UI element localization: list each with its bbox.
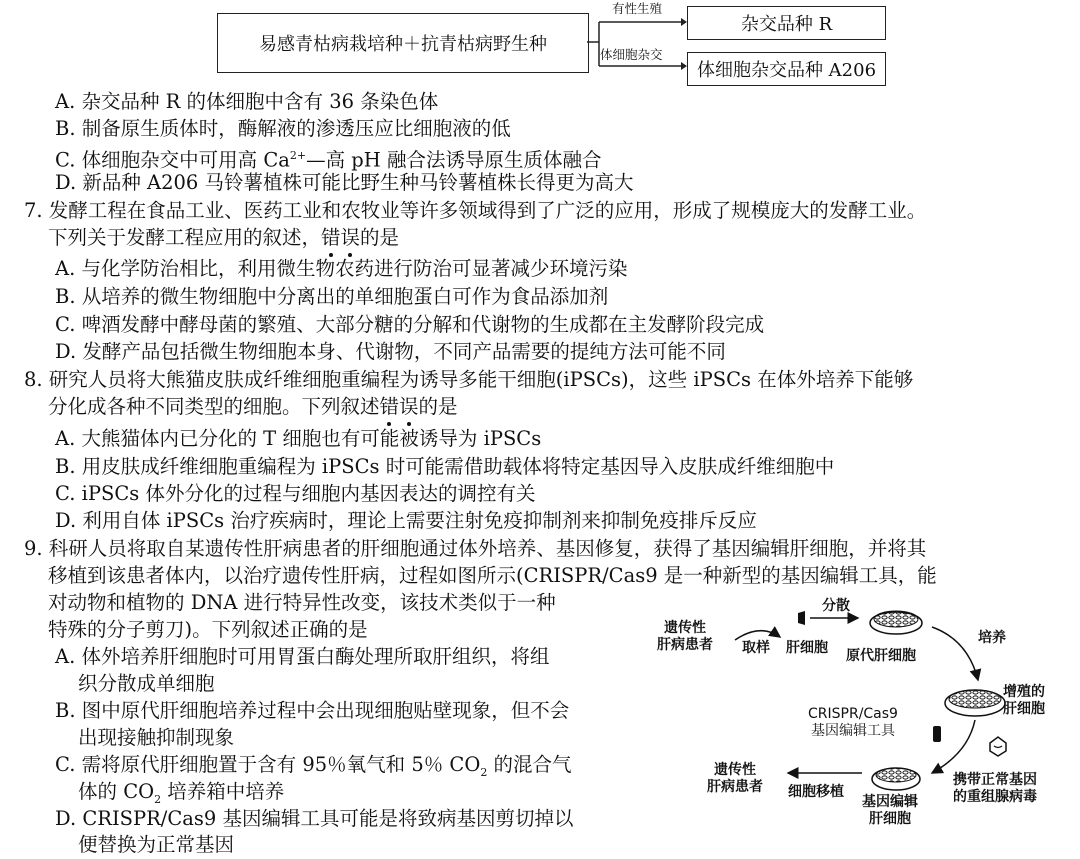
q8-stem-line2: 分化成各种不同类型的细胞。下列叙述错误的是	[48, 395, 458, 418]
q8-option-b: B. 用皮肤成纤维细胞重编程为 iPSCs 时可能需借助载体将特定基因导入皮肤成纤维细胞中	[55, 455, 835, 478]
emphasis-char: 错	[321, 226, 341, 249]
arrow-sampling	[735, 631, 780, 640]
arrow-culture	[932, 627, 978, 680]
source-box-text: 易感青枯病栽培种＋抗青枯病野生种	[259, 34, 547, 55]
target-box-r-text: 杂交品种 R	[740, 14, 833, 35]
label-edited: 基因编辑 肝细胞	[862, 794, 918, 827]
target-box-a206	[687, 52, 886, 86]
label-liver-cell: 肝细胞	[786, 640, 828, 656]
q6-option-c: C. 体细胞杂交中可用高 $Ca^{2+}—$高 pH 融合法诱导原生质体融合	[55, 148, 602, 172]
q9-stem-line3: 对动物和植物的 DNA 进行特异性改变，该技术类似于一种	[48, 591, 556, 614]
q9-option-b-line2: 出现接触抑制现象	[78, 726, 235, 749]
q9-option-a-line2: 织分散成单细胞	[78, 672, 215, 695]
q7-stem-line2: 下列关于发酵工程应用的叙述，错误的是	[48, 226, 400, 249]
label-patient-top: 遗传性 肝病患者	[657, 620, 713, 653]
q9-stem-line1: 9. 科研人员将取自某遗传性肝病患者的肝细胞通过体外培养、基因修复，获得了基因编辑肝细胞，并将其	[24, 537, 927, 560]
q7-stem-line1: 7. 发酵工程在食品工业、医药工业和农牧业等许多领域得到了广泛的应用，形成了规模庞大的发酵工业。	[24, 199, 927, 222]
q6-option-d: D. 新品种 A206 马铃薯植株可能比野生种马铃薯植株长得更为高大	[55, 171, 634, 194]
q7-option-a: A. 与化学防治相比，利用微生物农药进行防治可显著减少环境污染	[55, 257, 628, 280]
arrow-label-sexual: 有性生殖	[612, 1, 663, 16]
q9-option-d-line1: D. CRISPR/Cas9 基因编辑工具可能是将致病基因剪切掉以	[55, 807, 574, 830]
label-primary-cell: 原代肝细胞	[846, 648, 916, 664]
q9-option-c-line2: 体的 $CO_2$ 培养箱中培养	[78, 780, 285, 806]
q9-stem-line4: 特殊的分子剪刀)。下列叙述正确的是	[48, 618, 368, 641]
emphasis-char: 误	[399, 395, 419, 418]
liver-tissue-shape	[798, 611, 805, 625]
q9-option-c-line1: C. 需将原代肝细胞置于含有 95％氧气和 5％ $CO_2$ 的混合气	[55, 753, 572, 779]
q9-option-d-line2: 便替换为正常基因	[78, 833, 235, 856]
label-sampling: 取样	[742, 640, 770, 656]
arrow-label-somatic: 体细胞杂交	[600, 47, 663, 62]
target-box-a206-text: 体细胞杂交品种 A206	[696, 60, 877, 81]
label-proliferated: 增殖的 肝细胞	[1003, 684, 1045, 717]
q9-option-a-line1: A. 体外培养肝细胞时可用胃蛋白酶处理所取肝组织，将组	[55, 645, 550, 668]
q8-option-a: A. 大熊猫体内已分化的 T 细胞也有可能被诱导为 iPSCs	[55, 427, 542, 450]
label-disperse: 分散	[822, 598, 850, 614]
crispr-tool-shape	[933, 726, 941, 742]
dish-proliferated	[945, 690, 1005, 716]
source-box	[217, 13, 589, 73]
q9-option-b-line1: B. 图中原代肝细胞培养过程中会出现细胞贴壁现象，但不会	[55, 699, 570, 722]
target-box-r	[687, 6, 886, 40]
label-transplant: 细胞移植	[788, 784, 844, 800]
label-culture: 培养	[978, 630, 1006, 646]
q7-option-d: D. 发酵产品包括微生物细胞本身、代谢物，不同产品需要的提纯方法可能不同	[55, 340, 726, 363]
adenovirus-shape	[990, 737, 1006, 756]
emphasis-char: 误	[340, 226, 361, 249]
q8-option-d: D. 利用自体 iPSCs 治疗疾病时，理论上需要注射免疫抑制剂来抑制免疫排斥反应	[55, 509, 757, 532]
q7-option-c: C. 啤酒发酵中酵母菌的繁殖、大部分糖的分解和代谢物的生成都在主发酵阶段完成	[55, 313, 765, 336]
dish-primary	[870, 611, 922, 634]
q9-stem-line2: 移植到该患者体内，以治疗遗传性肝病，过程如图所示(CRISPR/Cas9 是一种新型的基因编辑工具，能	[48, 564, 937, 587]
q8-option-c: C. iPSCs 体外分化的过程与细胞内基因表达的调控有关	[55, 482, 536, 505]
label-virus: 携带正常基因 的重组腺病毒	[953, 772, 1037, 805]
q8-stem-line1: 8. 研究人员将大熊猫皮肤成纤维细胞重编程为诱导多能干细胞(iPSCs)，这些 iPSCs 在体外培养下能够	[24, 368, 914, 391]
emphasis-char: 错	[379, 395, 400, 418]
q6-option-a: A. 杂交品种 R 的体细胞中含有 36 条染色体	[55, 90, 439, 113]
label-patient-bottom: 遗传性 肝病患者	[707, 762, 763, 795]
label-crispr: CRISPR/Cas9 基因编辑工具	[808, 706, 898, 739]
q7-option-b: B. 从培养的微生物细胞中分离出的单细胞蛋白可作为食品添加剂	[55, 285, 609, 308]
dish-edited	[872, 768, 920, 790]
q6-option-b: B. 制备原生质体时，酶解液的渗透压应比细胞液的低	[55, 117, 511, 140]
